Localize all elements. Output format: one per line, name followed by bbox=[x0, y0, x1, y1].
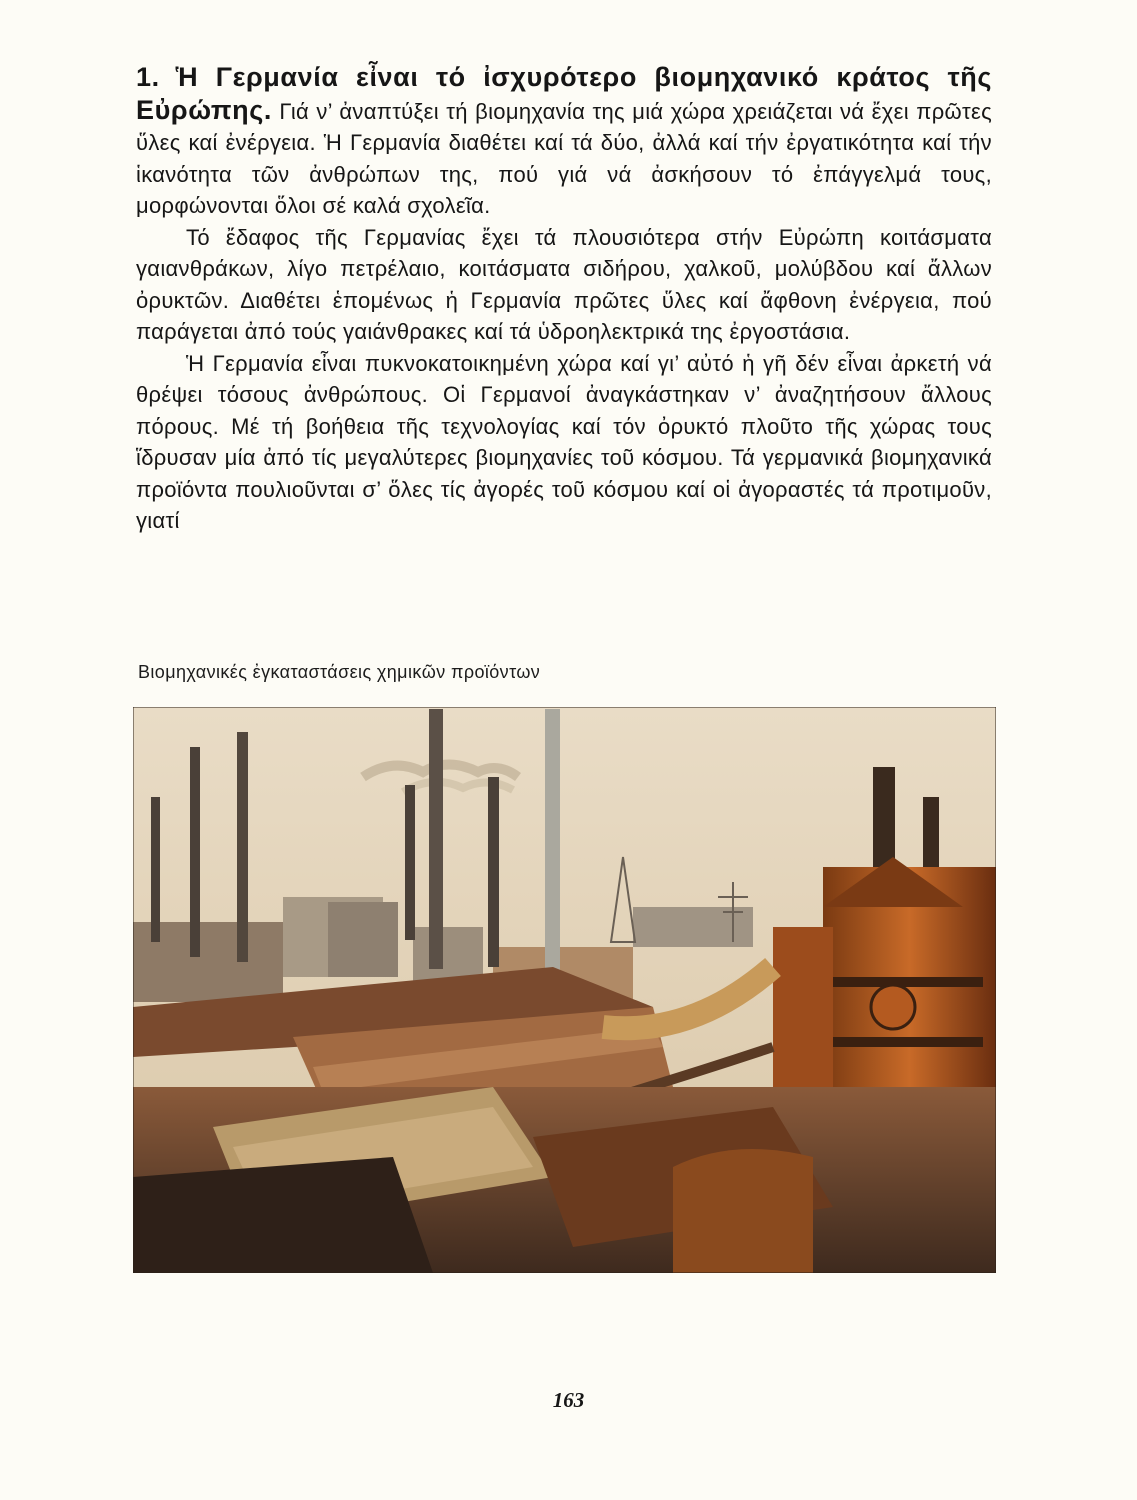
industrial-plant-photo bbox=[133, 707, 996, 1273]
figure-caption: Βιομηχανικές ἐγκαταστάσεις χημικῶν προϊόντων bbox=[138, 662, 541, 682]
first-paragraph bbox=[136, 62, 992, 222]
industrial-plant-illustration bbox=[133, 707, 996, 1273]
section-number: 1. bbox=[136, 62, 160, 92]
section-heading: Ἡ Γερμανία εἶναι τό ἰσχυρότερο βιομηχανικό κράτος τῆς Εὐρώπης. bbox=[136, 62, 992, 125]
paragraph-3: Ἡ Γερμανία εἶναι πυκνοκατοικημένη χώρα καί γι’ αὐτό ἡ γῆ δέν εἶναι ἀρκετή νά θρέψει τόσους ἀνθρώπους. Οἱ Γερμανοί ἀναγκάστηκαν ν’ ἀναζητήσουν ἄλλους πόρους. Μέ τή βοήθεια τῆς τεχνολογίας καί τόν ὀρυκτό πλοῦτο τῆς χώρας τους ἵδρυσαν μία ἀπό τίς μεγαλύτερες βιομηχανίες τοῦ κόσμου. Τά γερμανικά βιομηχανικά προϊόντα πουλιοῦνται σ’ ὅλες τίς ἀγορές τοῦ κόσμου καί οἱ ἀγοραστές τά προτιμοῦν, γιατί bbox=[136, 350, 992, 533]
body-text bbox=[136, 62, 992, 537]
paragraph-1: Γιά ν’ ἀναπτύξει τή βιομηχανία της μιά χώρα χρειάζεται νά ἔχει πρῶτες ὕλες καί ἐνέργεια. Ἡ Γερμανία διαθέτει καί τά δύο, ἀλλά καί τήν ἐργατικότητα καί τήν ἱκανότητα τῶν ἀνθρώπων της, πού γιά νά ἀσκήσουν τό ἐπάγγελμά τους, μορφώνονται ὅλοι σέ καλά σχολεῖα. bbox=[136, 98, 992, 218]
paragraph-2: Τό ἔδαφος τῆς Γερμανίας ἔχει τά πλουσιότερα στήν Εὐρώπη κοιτάσματα γαιανθράκων, λίγο πετρέλαιο, κοιτάσματα σιδήρου, χαλκοῦ, μολύβδου καί ἄλλων ὀρυκτῶν. Διαθέτει ἑπομένως ἡ Γερμανία πρῶτες ὕλες καί ἄφθονη ἐνέργεια, πού παράγεται ἀπό τούς γαιάνθρακες καί τά ὑδροηλεκτρικά της ἐργοστάσια. bbox=[136, 224, 992, 344]
page-number: 163 bbox=[552, 1388, 585, 1412]
